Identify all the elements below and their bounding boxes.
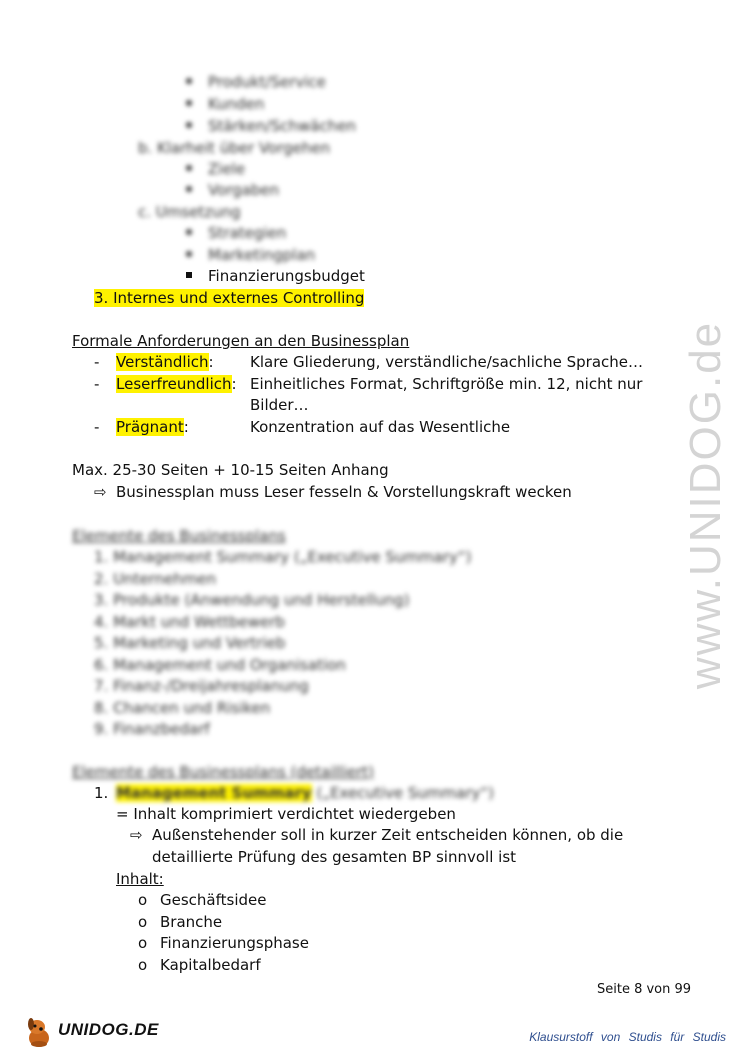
list-item-text: b. Klarheit über Vorgehen <box>138 139 331 157</box>
formal-term <box>116 374 237 394</box>
list-item <box>138 955 261 975</box>
list-item <box>138 202 241 222</box>
bullet-icon <box>186 251 192 257</box>
list-item-text: Produkt/Service <box>208 73 326 91</box>
list-item <box>186 72 326 92</box>
detail-term: Management Summary <box>116 784 312 802</box>
formal-colon: : <box>231 375 237 393</box>
list-item: 4. Markt und Wettbewerb <box>94 613 285 631</box>
list-item: 1. Management Summary („Executive Summary“) <box>94 548 472 566</box>
list-item <box>138 933 309 953</box>
formal-colon: : <box>183 418 189 436</box>
formal-term-text: Prägnant <box>116 418 184 436</box>
formal-heading: Formale Anforderungen an den Businessplan <box>72 332 410 350</box>
formal-term-text: Verständlich <box>116 353 209 371</box>
controlling-item <box>94 288 364 308</box>
umfang-note <box>94 482 572 502</box>
list-item-text: Vorgaben <box>208 181 280 199</box>
list-item-text: Kapitalbedarf <box>160 956 261 974</box>
bullet-icon <box>186 100 192 106</box>
circle-bullet-icon: o <box>138 891 148 909</box>
detail-item <box>94 783 494 803</box>
formal-dash: - <box>94 353 100 371</box>
list-item-text: Strategien <box>208 224 287 242</box>
umfang-note-text: Businessplan muss Leser fesseln & Vorstellungskraft wecken <box>116 483 572 501</box>
logo-text: UNIDOG.DE <box>58 1020 159 1039</box>
list-item <box>186 245 315 265</box>
list-item-text: Geschäftsidee <box>160 891 267 909</box>
list-item <box>186 94 264 114</box>
formal-dash: - <box>94 375 100 393</box>
list-item-text: Finanzierungsphase <box>160 934 309 952</box>
formal-dash: - <box>94 418 100 436</box>
unidog-logo <box>22 1016 172 1050</box>
detail-note-continued: detaillierte Prüfung des gesamten BP sinnvoll ist <box>152 848 517 866</box>
list-item <box>186 116 356 136</box>
formal-desc: Klare Gliederung, verständliche/sachliche Sprache… <box>250 353 643 371</box>
bullet-icon <box>186 122 192 128</box>
umfang-text: Max. 25-30 Seiten + 10-15 Seiten Anhang <box>72 461 389 479</box>
detail-num: 1. <box>94 784 109 802</box>
bullet-icon <box>186 186 192 192</box>
list-item <box>138 912 222 932</box>
formal-term <box>116 417 189 437</box>
arrow-right-icon: ⇨ <box>130 826 143 844</box>
list-item: 6. Management und Organisation <box>94 656 346 674</box>
list-item: 5. Marketing und Vertrieb <box>94 634 286 652</box>
list-item <box>186 159 245 179</box>
list-item <box>186 266 365 286</box>
detail-note-text: Außenstehender soll in kurzer Zeit entscheiden können, ob die <box>152 826 624 844</box>
list-item: 2. Unternehmen <box>94 570 217 588</box>
list-item-text: Kunden <box>208 95 265 113</box>
bullet-icon <box>186 78 192 84</box>
bullet-icon <box>186 165 192 171</box>
list-item: 9. Finanzbedarf <box>94 720 210 738</box>
list-item <box>138 890 266 910</box>
formal-term <box>116 352 214 372</box>
list-item-text: Ziele <box>208 160 246 178</box>
arrow-right-icon: ⇨ <box>94 483 107 501</box>
detail-heading: Elemente des Businessplans (detailliert) <box>72 763 375 781</box>
inhalt-label: Inhalt: <box>116 870 164 888</box>
detail-note <box>130 825 623 845</box>
list-item-text: Stärken/Schwächen <box>208 117 356 135</box>
page-number: Seite 8 von 99 <box>597 982 692 997</box>
square-bullet-icon <box>186 272 192 278</box>
list-item-text: Branche <box>160 913 223 931</box>
list-item-text: Finanzierungsbudget <box>208 267 365 285</box>
list-item-text: c. Umsetzung <box>138 203 241 221</box>
elemente-heading: Elemente des Businessplans <box>72 527 286 545</box>
footer-tagline: Klausurstoff von Studis für Studis <box>529 1030 726 1044</box>
list-item <box>138 138 330 158</box>
controlling-text: 3. Internes und externes Controlling <box>94 289 365 307</box>
formal-desc-continued: Bilder… <box>250 396 309 414</box>
list-item: 8. Chancen und Risiken <box>94 699 271 717</box>
list-item <box>186 223 286 243</box>
formal-desc: Konzentration auf das Wesentliche <box>250 418 511 436</box>
dog-icon <box>22 1016 56 1050</box>
formal-colon: : <box>208 353 214 371</box>
watermark <box>681 280 730 730</box>
circle-bullet-icon: o <box>138 934 148 952</box>
list-item: 7. Finanz-/Dreijahresplanung <box>94 677 309 695</box>
circle-bullet-icon: o <box>138 956 148 974</box>
list-item: 3. Produkte (Anwendung und Herstellung) <box>94 591 410 609</box>
watermark-text: www.UNIDOG.de <box>681 320 730 690</box>
detail-summary: = Inhalt komprimiert verdichtet wiedergeben <box>116 805 456 823</box>
detail-term-rest: („Executive Summary“) <box>311 784 494 802</box>
formal-term-text: Leserfreundlich <box>116 375 232 393</box>
circle-bullet-icon: o <box>138 913 148 931</box>
bullet-icon <box>186 229 192 235</box>
formal-desc: Einheitliches Format, Schriftgröße min. 12, nicht nur <box>250 375 643 393</box>
list-item <box>186 180 279 200</box>
list-item-text: Marketingplan <box>208 246 316 264</box>
